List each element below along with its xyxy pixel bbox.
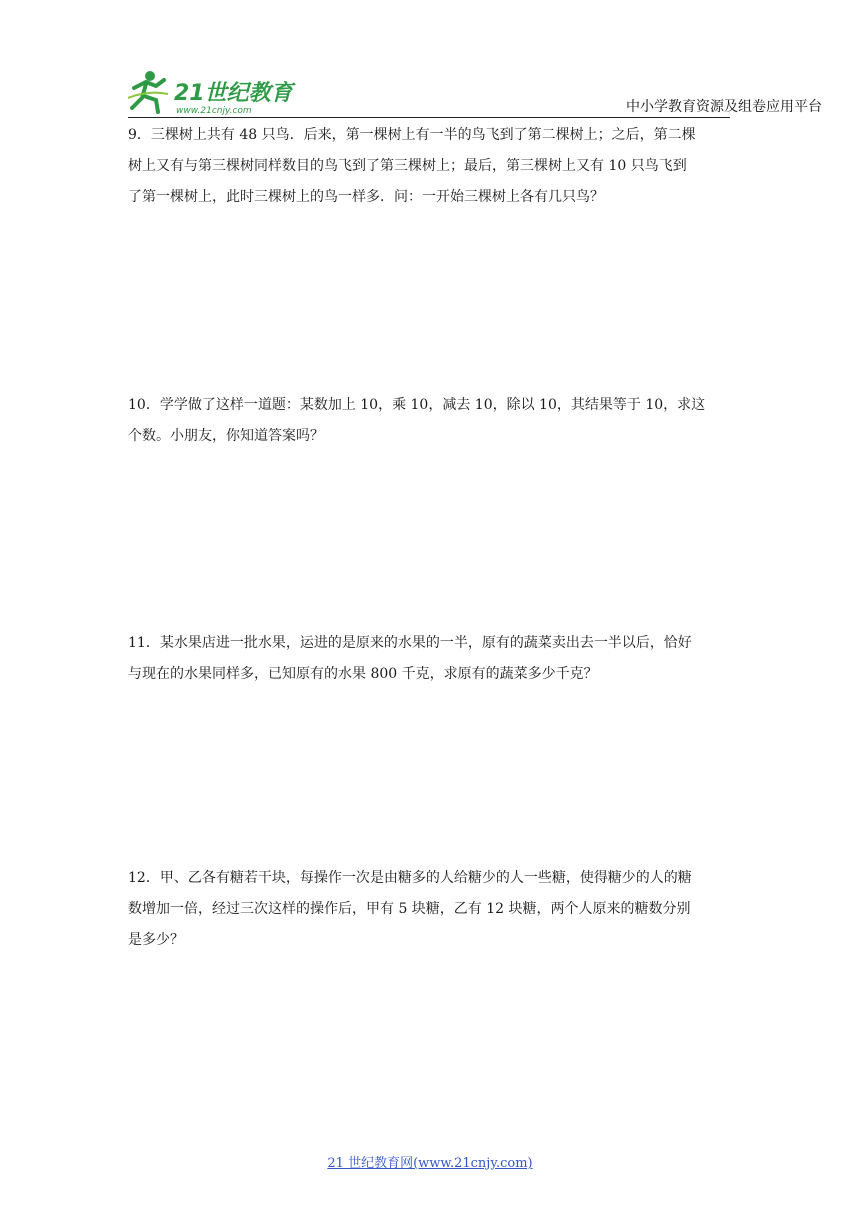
question-12 — [128, 863, 732, 956]
question-10 — [128, 390, 732, 452]
question-line: 10．学学做了这样一道题：某数加上 10，乘 10，减去 10，除以 10，其结果等于 10，求这 — [128, 397, 706, 413]
logo-wordmark: 21世纪教育 — [174, 81, 293, 106]
question-11 — [128, 628, 732, 690]
question-line: 数增加一倍，经过三次这样的操作后，甲有 5 块糖，乙有 12 块糖，两个人原来的糖数分别 — [128, 901, 691, 917]
page-header — [0, 0, 860, 120]
question-9 — [128, 120, 732, 213]
question-line: 与现在的水果同样多，已知原有的水果 800 千克，求原有的蔬菜多少千克？ — [128, 666, 598, 682]
question-line: 树上又有与第三棵树同样数目的鸟飞到了第三棵树上；最后，第三棵树上又有 10 只鸟飞到 — [128, 158, 687, 174]
footer-link[interactable]: 21 世纪教育网(www.21cnjy.com) — [327, 1156, 533, 1171]
question-line: 是多少？ — [128, 932, 184, 948]
platform-name: 中小学教育资源及组卷应用平台 — [626, 99, 822, 115]
header-divider — [128, 117, 730, 118]
question-line: 12．甲、乙各有糖若干块，每操作一次是由糖多的人给糖少的人一些糖，使得糖少的人的糖 — [128, 870, 692, 886]
question-line: 个数。小朋友，你知道答案吗？ — [128, 428, 324, 444]
logo — [128, 68, 308, 116]
page-footer — [0, 1152, 860, 1171]
question-line: 11．某水果店进一批水果，运进的是原来的水果的一半，原有的蔬菜卖出去一半以后，恰好 — [128, 635, 692, 651]
logo-icon — [128, 68, 308, 116]
question-line: 9．三棵树上共有 48 只鸟．后来，第一棵树上有一半的鸟飞到了第二棵树上；之后，第二棵 — [128, 127, 696, 143]
logo-url: www.21cnjy.com — [176, 106, 252, 116]
question-line: 了第一棵树上，此时三棵树上的鸟一样多．问：一开始三棵树上各有几只鸟？ — [128, 189, 604, 205]
